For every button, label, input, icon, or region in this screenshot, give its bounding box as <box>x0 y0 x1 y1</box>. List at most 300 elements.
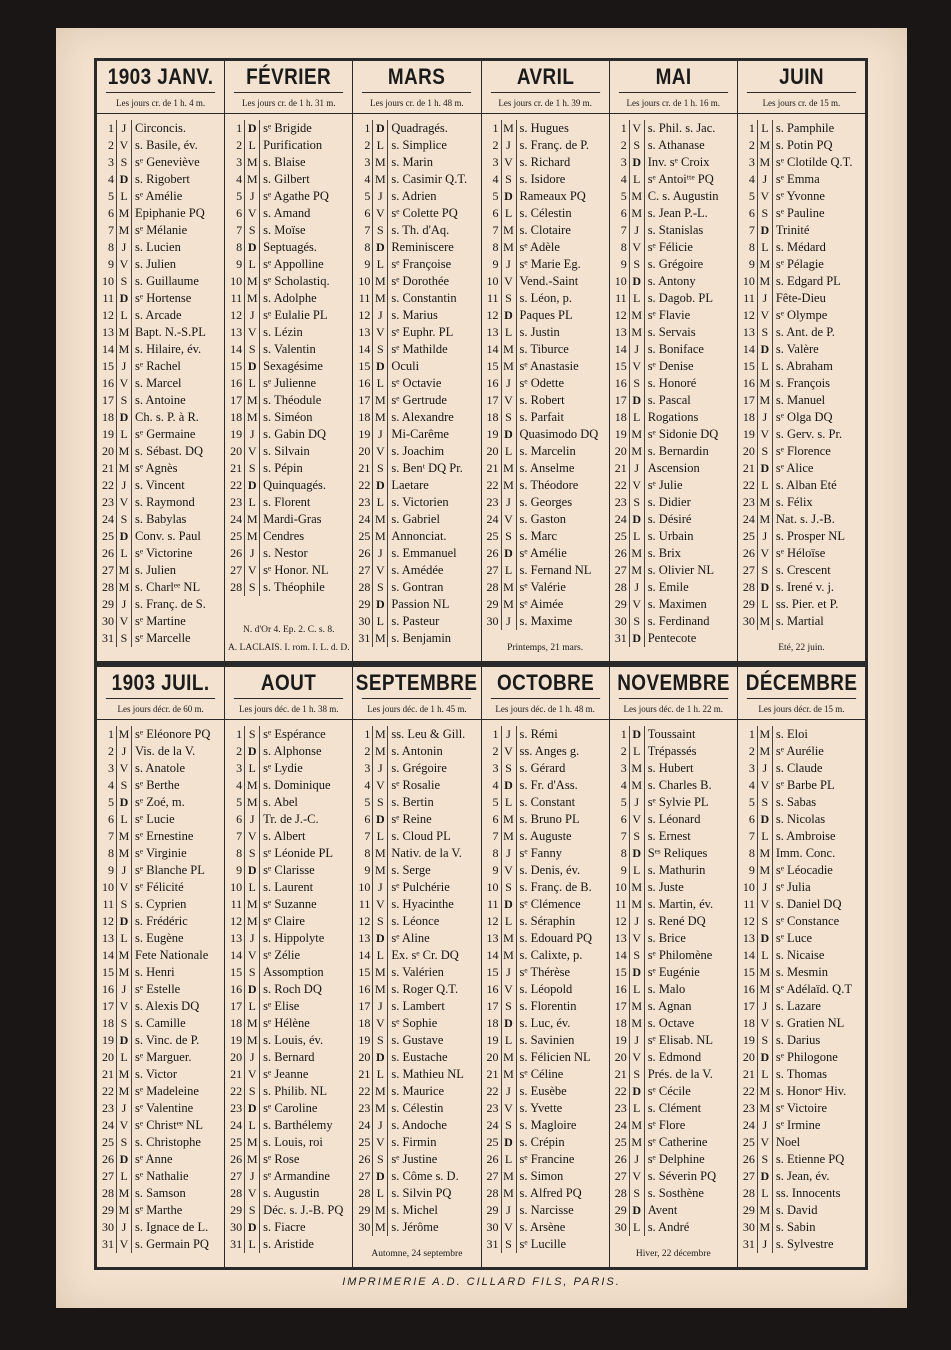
day-number: 15 <box>486 359 499 373</box>
saint-name: s. Mesmin <box>775 965 828 979</box>
saint-name: sᵉ Lucie <box>135 812 175 826</box>
month-title: 1903 JANV. <box>106 61 215 93</box>
day-number: 10 <box>102 880 114 894</box>
saint-name: Tr. de J.-C. <box>263 812 319 826</box>
saint-name: sᵉ Adélaïd. Q.T <box>775 982 852 996</box>
day-row <box>353 777 480 794</box>
day-number: 30 <box>614 614 627 628</box>
day-number: 2 <box>364 138 371 152</box>
saint-name: s. Sosthène <box>647 1186 704 1200</box>
weekday-letter: M <box>501 358 517 375</box>
day-row <box>97 256 224 273</box>
day-number: 19 <box>358 427 371 441</box>
weekday-letter: M <box>501 341 517 358</box>
saint-name: C. s. Augustin <box>647 189 719 203</box>
day-number: 2 <box>108 744 114 758</box>
weekday-letter: S <box>629 947 645 964</box>
day-number: 21 <box>486 1067 499 1081</box>
weekday-letter: M <box>244 290 260 307</box>
weekday-letter: L <box>116 188 132 205</box>
weekday-letter: V <box>372 205 388 222</box>
weekday-letter: V <box>501 273 517 290</box>
day-row <box>353 137 480 154</box>
day-row <box>225 545 352 562</box>
weekday-letter: J <box>501 494 517 511</box>
saint-name: s. Bruno PL <box>519 812 580 826</box>
weekday-letter: S <box>244 579 260 596</box>
weekday-letter: L <box>501 1151 517 1168</box>
day-number: 11 <box>102 291 114 305</box>
day-row <box>97 494 224 511</box>
saint-name: s. Valérien <box>391 965 444 979</box>
weekday-letter: M <box>372 1219 388 1236</box>
day-row <box>738 947 865 964</box>
weekday-letter: D <box>244 358 260 375</box>
saint-name: s. Parfait <box>519 410 564 424</box>
weekday-letter: M <box>629 879 645 896</box>
saint-name: Septuagés. <box>263 240 317 254</box>
weekday-letter: M <box>244 171 260 188</box>
saint-name: sᵉ Martine <box>135 614 186 628</box>
day-row <box>97 511 224 528</box>
weekday-letter: V <box>372 777 388 794</box>
day-number: 28 <box>742 1186 755 1200</box>
saint-name: sᵉ Christᵉᵉ NL <box>135 1118 203 1132</box>
day-row <box>738 290 865 307</box>
day-number: 10 <box>230 880 243 894</box>
day-number: 30 <box>102 614 114 628</box>
day-row <box>97 726 224 743</box>
saint-name: Conv. s. Paul <box>135 529 201 543</box>
saint-name: sᵉ Ernestine <box>135 829 194 843</box>
weekday-letter: M <box>244 1015 260 1032</box>
day-number: 18 <box>486 1016 499 1030</box>
weekday-letter: S <box>501 1117 517 1134</box>
day-row <box>482 1049 609 1066</box>
saint-name: sᵉ Eugénie <box>647 965 700 979</box>
day-row <box>482 998 609 1015</box>
day-number: 6 <box>364 206 371 220</box>
weekday-letter: V <box>757 1134 773 1151</box>
weekday-letter: D <box>372 477 388 494</box>
day-number: 20 <box>614 444 627 458</box>
day-row <box>353 392 480 409</box>
weekday-letter: J <box>116 120 132 137</box>
saint-name: s. Gérard <box>519 761 566 775</box>
weekday-letter: S <box>501 290 517 307</box>
weekday-letter: M <box>372 392 388 409</box>
saint-name: sᵉ Anne <box>135 1152 173 1166</box>
saint-name: Cendres <box>263 529 305 543</box>
day-number: 14 <box>486 342 499 356</box>
saint-name: s. Grégoire <box>391 761 447 775</box>
day-number: 20 <box>230 444 243 458</box>
weekday-letter: V <box>372 1134 388 1151</box>
saint-name: s. Antonin <box>391 744 443 758</box>
saint-name: s. Justin <box>519 325 560 339</box>
weekday-letter: M <box>757 494 773 511</box>
saint-name: s. Honoré <box>647 376 697 390</box>
day-number: 1 <box>620 727 627 741</box>
day-row <box>610 256 737 273</box>
saint-name: ss. Leu & Gill. <box>391 727 466 741</box>
day-number: 4 <box>620 172 627 186</box>
day-row <box>610 811 737 828</box>
saint-name: s. Joachim <box>391 444 445 458</box>
day-number: 25 <box>614 1135 627 1149</box>
weekday-letter: J <box>244 188 260 205</box>
weekday-letter: S <box>501 760 517 777</box>
weekday-letter: M <box>629 998 645 1015</box>
weekday-letter: V <box>116 879 132 896</box>
weekday-letter: V <box>244 1185 260 1202</box>
saint-name: s. Louis, év. <box>263 1033 324 1047</box>
saint-name: Rameaux PQ <box>519 189 586 203</box>
saint-name: s. Hyacinthe <box>391 897 454 911</box>
saint-name: s. Félix <box>775 495 813 509</box>
day-row <box>482 1134 609 1151</box>
saint-name: sᵉ Cécile <box>647 1084 691 1098</box>
day-number: 24 <box>486 512 499 526</box>
month-title: 1903 JUIL. <box>106 667 215 699</box>
weekday-letter: J <box>757 409 773 426</box>
day-number: 21 <box>486 461 499 475</box>
saint-name: s. Théodore <box>519 478 579 492</box>
day-row <box>353 1134 480 1151</box>
day-number: 20 <box>358 444 371 458</box>
day-row <box>482 743 609 760</box>
day-number: 7 <box>492 829 499 843</box>
day-row <box>482 879 609 896</box>
saint-name: sᵉ Philogone <box>775 1050 838 1064</box>
day-row <box>353 811 480 828</box>
saint-name: sᵉ Hortense <box>135 291 192 305</box>
day-row <box>225 811 352 828</box>
day-row <box>610 1219 737 1236</box>
weekday-letter: V <box>757 896 773 913</box>
day-number: 21 <box>230 461 243 475</box>
weekday-letter: M <box>244 528 260 545</box>
saint-name: Epiphanie PQ <box>135 206 205 220</box>
weekday-letter: S <box>629 1066 645 1083</box>
day-number: 21 <box>614 1067 627 1081</box>
day-number: 2 <box>492 138 499 152</box>
saint-name: sᵉ Lucille <box>519 1237 567 1251</box>
saint-name: sᵉ Thérèse <box>519 965 571 979</box>
day-row <box>610 1134 737 1151</box>
day-row <box>482 726 609 743</box>
weekday-letter: L <box>116 1049 132 1066</box>
day-row <box>353 1168 480 1185</box>
day-row <box>225 1049 352 1066</box>
weekday-letter: J <box>244 307 260 324</box>
weekday-letter: J <box>244 426 260 443</box>
saint-name: s. Hubert <box>647 761 694 775</box>
weekday-letter: V <box>629 1168 645 1185</box>
saint-name: s. Athanase <box>647 138 705 152</box>
day-list <box>225 720 352 1267</box>
saint-name: sᵉ Suzanne <box>263 897 317 911</box>
weekday-letter: V <box>757 426 773 443</box>
weekday-letter: M <box>372 290 388 307</box>
day-number: 8 <box>492 846 499 860</box>
day-number: 10 <box>614 274 627 288</box>
weekday-letter: J <box>244 811 260 828</box>
day-number: 17 <box>358 393 371 407</box>
day-number: 3 <box>108 155 114 169</box>
saint-name: s. Camille <box>135 1016 186 1030</box>
saint-name: s. Vincent <box>135 478 185 492</box>
day-row <box>738 613 865 630</box>
day-number: 2 <box>748 744 755 758</box>
saint-name: s. Eloi <box>775 727 808 741</box>
day-row <box>353 341 480 358</box>
day-row <box>353 477 480 494</box>
weekday-letter: S <box>372 222 388 239</box>
day-row <box>482 205 609 222</box>
saint-name: sᵉ Constance <box>775 914 840 928</box>
weekday-letter: M <box>629 205 645 222</box>
weekday-letter: S <box>757 562 773 579</box>
day-number: 28 <box>102 1186 114 1200</box>
weekday-letter: M <box>244 1134 260 1151</box>
weekday-letter: M <box>757 726 773 743</box>
day-row <box>738 1049 865 1066</box>
day-row <box>738 477 865 494</box>
weekday-letter: S <box>757 1032 773 1049</box>
day-row <box>738 341 865 358</box>
day-number: 3 <box>492 761 499 775</box>
saint-name: s. Nicolas <box>775 812 826 826</box>
saint-name: Rogations <box>647 410 699 424</box>
weekday-letter: L <box>116 1168 132 1185</box>
day-row <box>353 613 480 630</box>
weekday-letter: M <box>501 947 517 964</box>
day-row <box>353 545 480 562</box>
day-number: 6 <box>620 206 627 220</box>
saint-name: s. Constantin <box>391 291 457 305</box>
weekday-letter: V <box>116 494 132 511</box>
weekday-letter: M <box>757 845 773 862</box>
day-number: 8 <box>620 240 627 254</box>
day-number: 11 <box>743 897 755 911</box>
day-number: 28 <box>742 580 755 594</box>
saint-name: s. Savinien <box>519 1033 575 1047</box>
day-row <box>97 222 224 239</box>
day-row <box>482 528 609 545</box>
weekday-letter: S <box>244 845 260 862</box>
day-row <box>225 137 352 154</box>
day-number: 7 <box>364 223 371 237</box>
saint-name: s. Servais <box>647 325 696 339</box>
day-number: 7 <box>748 223 755 237</box>
saint-name: sᵉ Clarisse <box>263 863 315 877</box>
weekday-letter: V <box>244 562 260 579</box>
saint-name: sᵉ Françoise <box>391 257 452 271</box>
day-row <box>97 290 224 307</box>
saint-name: sᵉ Justine <box>391 1152 438 1166</box>
saint-name: s. Gabin DQ <box>263 427 327 441</box>
weekday-letter: L <box>372 613 388 630</box>
saint-name: s. Claude <box>775 761 823 775</box>
day-number: 14 <box>486 948 499 962</box>
saint-name: sᵉ Alice <box>775 461 814 475</box>
day-number: 2 <box>236 138 243 152</box>
day-number: 16 <box>358 376 371 390</box>
day-number: 11 <box>486 291 499 305</box>
day-number: 9 <box>236 257 243 271</box>
saint-name: sᵉ Sophie <box>391 1016 438 1030</box>
day-row <box>610 307 737 324</box>
weekday-letter: M <box>629 307 645 324</box>
weekday-letter: L <box>116 930 132 947</box>
weekday-letter: M <box>372 409 388 426</box>
day-number: 21 <box>742 1067 755 1081</box>
month-title: JUIN <box>747 61 856 93</box>
weekday-letter: J <box>116 743 132 760</box>
day-row <box>97 1100 224 1117</box>
weekday-letter: M <box>757 273 773 290</box>
weekday-letter: D <box>116 1151 132 1168</box>
saint-name: s. Théodule <box>263 393 322 407</box>
day-number: 28 <box>230 580 243 594</box>
day-number: 17 <box>742 393 755 407</box>
weekday-letter: M <box>372 726 388 743</box>
saint-name: sᵉ Pauline <box>775 206 825 220</box>
day-row <box>353 205 480 222</box>
day-number: 14 <box>614 342 627 356</box>
day-number: 25 <box>742 529 755 543</box>
day-row <box>482 222 609 239</box>
saint-name: s. Ambroise <box>775 829 836 843</box>
day-row <box>225 1066 352 1083</box>
day-number: 30 <box>742 1220 755 1234</box>
day-row <box>97 896 224 913</box>
day-number: 16 <box>102 376 114 390</box>
day-number: 12 <box>742 914 755 928</box>
saint-name: s. Moïse <box>263 223 306 237</box>
saint-name: s. Brix <box>647 546 682 560</box>
day-row <box>738 777 865 794</box>
day-row <box>738 1236 865 1253</box>
day-number: 16 <box>614 376 627 390</box>
saint-name: sᵉ Marthe <box>135 1203 183 1217</box>
month-column <box>225 61 353 661</box>
day-number: 13 <box>742 325 755 339</box>
daylight-note: Les jours cr. de 1 h. 16 m. <box>610 93 737 114</box>
weekday-letter: D <box>372 1168 388 1185</box>
day-number: 13 <box>614 325 627 339</box>
day-row <box>738 1083 865 1100</box>
weekday-letter: M <box>372 1202 388 1219</box>
weekday-letter: J <box>372 188 388 205</box>
day-row <box>97 392 224 409</box>
day-list <box>482 720 609 1267</box>
weekday-letter: M <box>116 1185 132 1202</box>
day-number: 4 <box>236 778 243 792</box>
weekday-letter: S <box>757 1151 773 1168</box>
weekday-letter: D <box>244 239 260 256</box>
day-row <box>353 324 480 341</box>
weekday-letter: M <box>372 154 388 171</box>
day-number: 6 <box>108 206 114 220</box>
saint-name: sᵉ Valentine <box>135 1101 194 1115</box>
day-number: 2 <box>236 744 243 758</box>
saint-name: sᵉ Appolline <box>263 257 324 271</box>
weekday-letter: V <box>244 1066 260 1083</box>
weekday-letter: L <box>757 828 773 845</box>
saint-name: Fete Nationale <box>135 948 209 962</box>
day-number: 30 <box>358 1220 371 1234</box>
weekday-letter: M <box>629 760 645 777</box>
weekday-letter: S <box>757 443 773 460</box>
weekday-letter: L <box>244 760 260 777</box>
weekday-letter: M <box>501 1168 517 1185</box>
day-row <box>353 443 480 460</box>
day-row <box>225 324 352 341</box>
day-row <box>225 1032 352 1049</box>
day-number: 27 <box>358 563 371 577</box>
weekday-letter: S <box>501 528 517 545</box>
saint-name: s. Mathieu NL <box>391 1067 464 1081</box>
day-number: 29 <box>742 597 755 611</box>
day-number: 10 <box>742 880 755 894</box>
day-row <box>610 222 737 239</box>
weekday-letter: L <box>116 811 132 828</box>
day-number: 26 <box>742 1152 755 1166</box>
weekday-letter: J <box>757 879 773 896</box>
saint-name: sᵉ Félicité <box>135 880 184 894</box>
day-number: 27 <box>358 1169 371 1183</box>
saint-name: s. Abraham <box>775 359 833 373</box>
day-row <box>610 324 737 341</box>
day-row <box>225 998 352 1015</box>
day-row <box>738 171 865 188</box>
weekday-letter: J <box>372 426 388 443</box>
day-row <box>225 981 352 998</box>
weekday-letter: M <box>757 862 773 879</box>
day-number: 1 <box>236 121 243 135</box>
day-row <box>225 171 352 188</box>
day-number: 26 <box>102 546 114 560</box>
day-row <box>97 1202 224 1219</box>
weekday-letter: V <box>501 862 517 879</box>
day-row <box>97 562 224 579</box>
day-number: 15 <box>742 359 755 373</box>
saint-name: s. Eustache <box>391 1050 448 1064</box>
saint-name: sᵉ Clémence <box>519 897 581 911</box>
day-row <box>353 862 480 879</box>
day-row <box>353 726 480 743</box>
day-row <box>482 947 609 964</box>
weekday-letter: L <box>244 998 260 1015</box>
day-row <box>610 1202 737 1219</box>
day-number: 9 <box>364 257 371 271</box>
saint-name: s. Franç. de B. <box>519 880 592 894</box>
day-row <box>97 862 224 879</box>
saint-name: s. Pasteur <box>391 614 440 628</box>
weekday-letter: D <box>757 1049 773 1066</box>
day-number: 22 <box>358 478 371 492</box>
day-number: 3 <box>236 155 243 169</box>
saint-name: sᵉ Clotilde Q.T. <box>775 155 853 169</box>
saint-name: s. Samson <box>135 1186 186 1200</box>
weekday-letter: M <box>116 726 132 743</box>
day-number: 31 <box>102 631 114 645</box>
weekday-letter: J <box>116 981 132 998</box>
day-number: 11 <box>358 897 371 911</box>
day-row <box>482 1032 609 1049</box>
